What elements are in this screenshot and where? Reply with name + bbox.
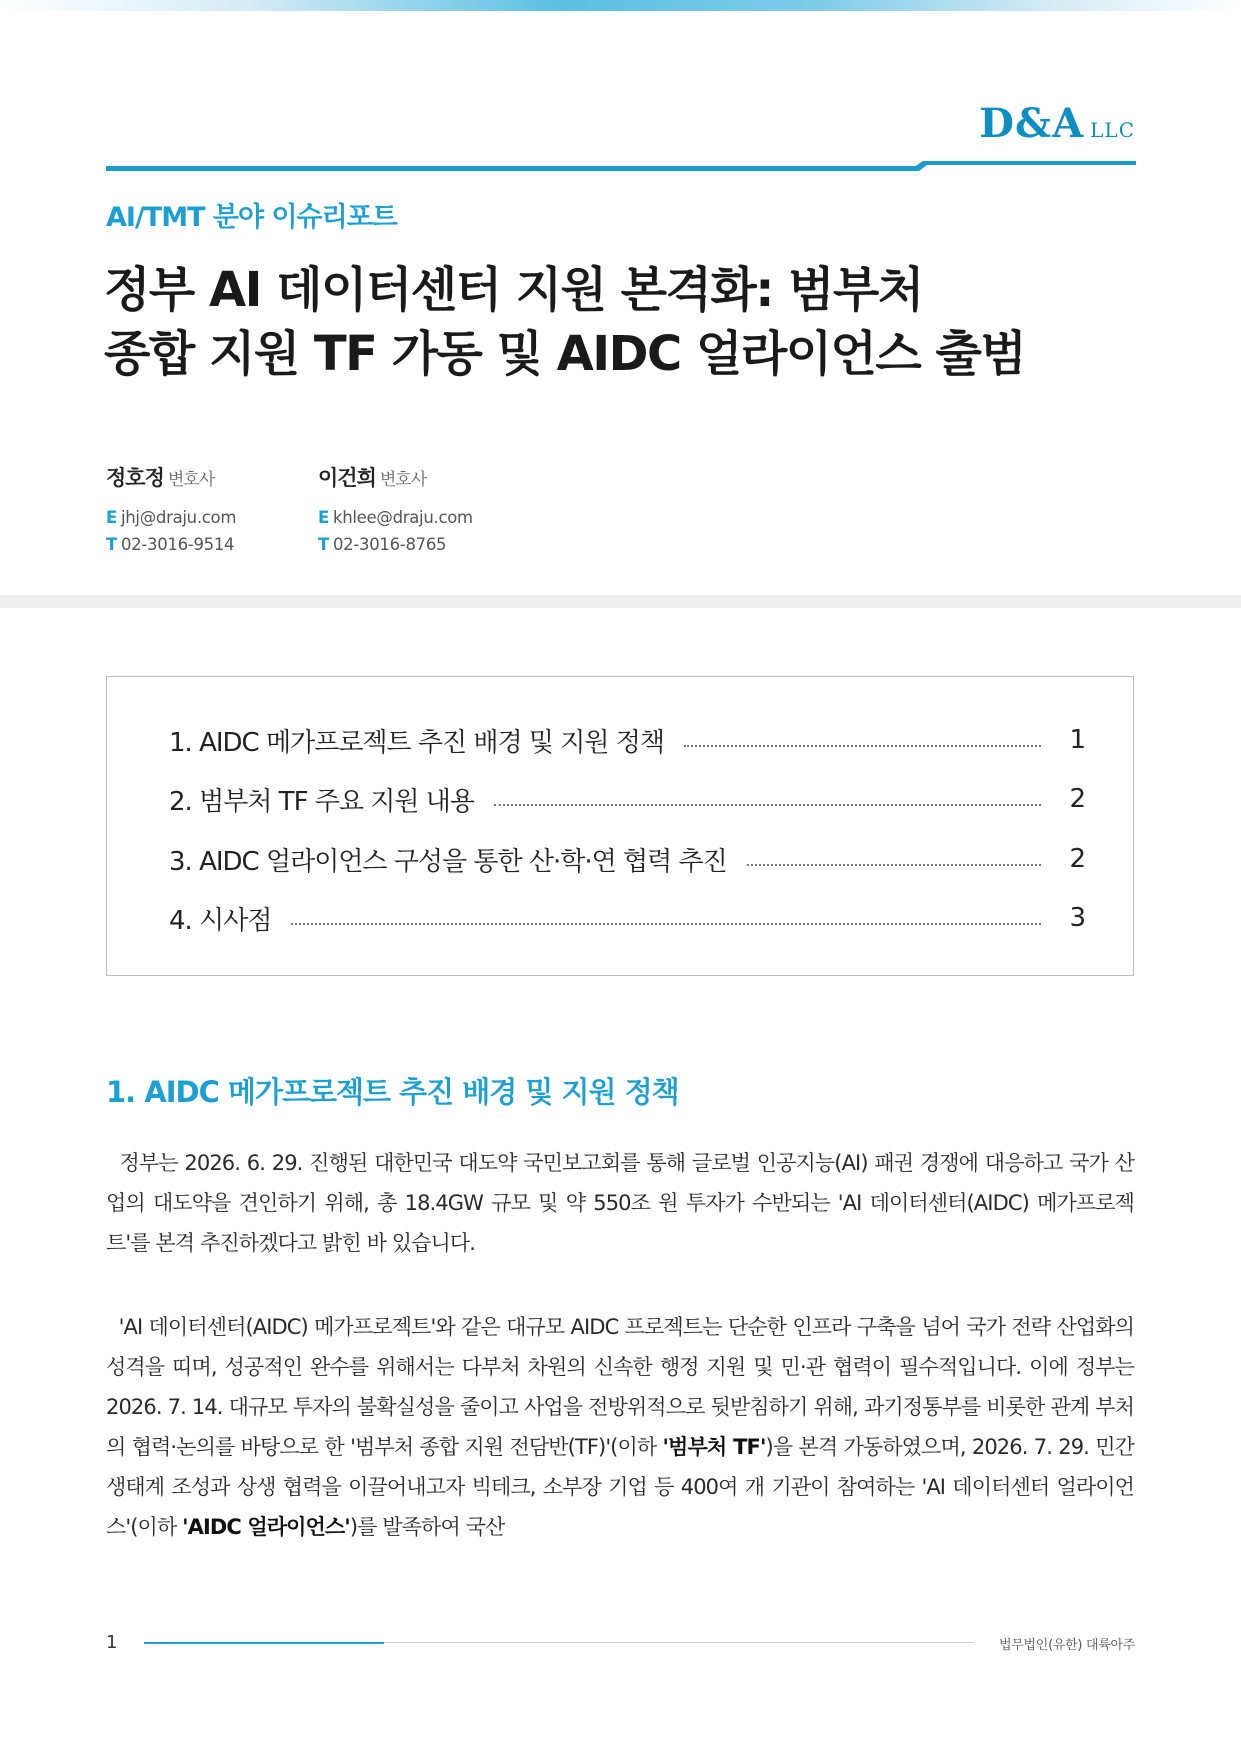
report-category: AI/TMT 분야 이슈리포트 [106, 202, 397, 233]
brand-logo [979, 100, 1135, 154]
toc-page-number: 1 [1069, 725, 1085, 755]
toc-item[interactable] [169, 779, 1085, 819]
top-gradient-strip [0, 0, 1241, 11]
toc-item[interactable] [169, 720, 1085, 760]
phone-label: T [106, 535, 117, 554]
brand-suffix: LLC [1090, 118, 1135, 142]
toc-leader-dots [747, 864, 1041, 866]
section-divider-band [0, 595, 1241, 608]
table-of-contents [106, 676, 1134, 976]
footer-firm-name: 법무법인(유한) 대륙아주 [999, 1638, 1135, 1653]
paragraph-text: )을 본격 가동하였으며, 2026. 7. 29. 민간 생태계 조성과 상생 협력을 이끌어내고자 빅테크, 소부장 기업 등 400여 개 기관이 참여하는 'AI 데이터센터 얼라이언스'(이하 [106, 1435, 1134, 1539]
toc-item-label: 4. 시사점 [169, 905, 272, 936]
toc-leader-dots [494, 804, 1041, 806]
phone-label: T [318, 535, 329, 554]
header-rule [106, 161, 1136, 171]
toc-item-label: 1. AIDC 메가프로젝트 추진 배경 및 지원 정책 [169, 727, 665, 758]
paragraph-text: 정부는 2026. 6. 29. 진행된 대한민국 대도약 국민보고회를 통해 글로벌 인공지능(AI) 패권 경쟁에 대응하고 국가 산업의 대도약을 견인하기 위해, 총 18.4GW 규모 및 약 550조 원 투자가 수반되는 'AI 데이터센터(AIDC) 메가프로젝트'를 본격 추진하겠다고 밝힌 바 있습니다. [106, 1151, 1134, 1255]
toc-leader-dots [684, 745, 1041, 747]
footer-rule [144, 1642, 974, 1644]
toc-page-number: 3 [1069, 903, 1085, 933]
email-value[interactable]: khlee@draju.com [332, 508, 473, 527]
phone-value: 02-3016-8765 [332, 535, 447, 554]
defined-term: '범부처 TF' [662, 1435, 766, 1459]
paragraph-text: 'AI 데이터센터(AIDC) 메가프로젝트'와 같은 대규모 AIDC 프로젝트는 단순한 인프라 구축을 넘어 국가 전략 산업화의 성격을 띠며, 성공적인 완수를 위해서는 다부처 차원의 신속한 행정 지원 및 민·관 협력이 필수적입니다. 이에 정부는 2026. 7. 14. 대규모 투자의 불확실성을 줄이고 사업을 전방위적으로 뒷받침하기 위해, 과기정통부를 비롯한 관계 부처의 협력·논의를 바탕으로 한 '범부처 종합 지원 전담반(TF)'(이하 [106, 1315, 1134, 1459]
author-role: 변호사 [167, 470, 215, 490]
author-name: 정호정 [106, 466, 164, 490]
toc-item-label: 3. AIDC 얼라이언스 구성을 통한 산·학·연 협력 추진 [169, 846, 727, 877]
footer-page-number: 1 [106, 1632, 118, 1653]
email-label: E [106, 508, 117, 527]
author-block [318, 462, 473, 558]
author-name: 이건희 [318, 466, 376, 490]
defined-term: 'AIDC 얼라이언스' [182, 1515, 350, 1539]
author-email[interactable] [106, 504, 236, 531]
author-phone [106, 531, 236, 558]
toc-page-number: 2 [1069, 844, 1085, 874]
section-heading: 1. AIDC 메가프로젝트 추진 배경 및 지원 정책 [106, 1075, 679, 1109]
author-email[interactable] [318, 504, 473, 531]
toc-item[interactable] [169, 898, 1085, 938]
phone-value: 02-3016-9514 [120, 535, 235, 554]
toc-page-number: 2 [1069, 784, 1085, 814]
body-paragraph [106, 1307, 1134, 1547]
paragraph-text: )를 발족하여 국산 [349, 1515, 505, 1539]
author-phone [318, 531, 473, 558]
toc-item-label: 2. 범부처 TF 주요 지원 내용 [169, 786, 475, 817]
email-value[interactable]: jhj@draju.com [120, 508, 237, 527]
email-label: E [318, 508, 329, 527]
author-role: 변호사 [379, 470, 427, 490]
brand-name: D&A [979, 100, 1085, 147]
author-block [106, 462, 236, 558]
title-line-1: 정부 AI 데이터센터 지원 본격화: 범부처 [104, 262, 923, 318]
body-paragraph [106, 1143, 1134, 1263]
report-title [104, 258, 1144, 386]
title-line-2: 종합 지원 TF 가동 및 AIDC 얼라이언스 출범 [104, 326, 1026, 382]
toc-leader-dots [291, 923, 1041, 925]
toc-item[interactable] [169, 839, 1085, 879]
